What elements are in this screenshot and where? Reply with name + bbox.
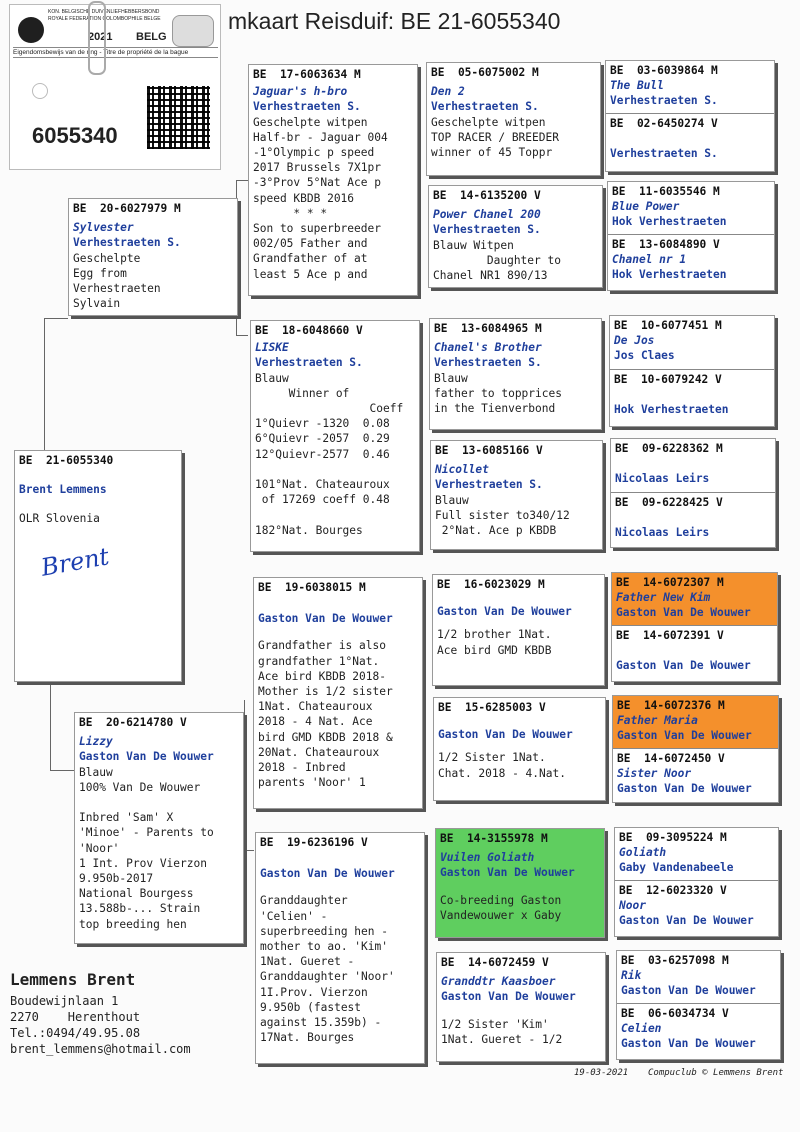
ring-header: BE 20-6027979 M bbox=[73, 202, 181, 215]
bird-text: 1/2 Sister 'Kim' 1Nat. Gueret - 1/2 bbox=[441, 1017, 563, 1046]
ring-header: BE 03-6039864 M bbox=[610, 64, 718, 77]
bird-text: 1/2 Sister 1Nat. Chat. 2018 - 4.Nat. bbox=[438, 751, 566, 780]
bird-text: Blauw Winner of Coeff 1°Quievr -1320 0.08 6°Quievr -2057 0.29 12°Quievr-2577 0.46 101°Nat. Chateauroux of 17269 coeff 0.48 182°Nat. Bourges bbox=[255, 371, 404, 537]
bird-owner: Jos Claes bbox=[614, 349, 675, 363]
bird-name: Sister Noor bbox=[617, 767, 692, 781]
ring-header: BE 17-6063634 M bbox=[253, 68, 361, 81]
pedigree-card-ffm[interactable] bbox=[428, 185, 603, 288]
bird-text: Blauw father to topprices in the Tienverbond bbox=[434, 371, 562, 416]
connector-line bbox=[244, 850, 254, 851]
bird-owner: Gaston Van De Wouwer bbox=[440, 866, 575, 880]
pedigree-card-bird[interactable] bbox=[14, 450, 182, 682]
ring-header: BE 12-6023320 V bbox=[619, 884, 727, 897]
pedigree-card-g4-2[interactable] bbox=[609, 315, 775, 427]
ring-header: BE 14-3155978 M bbox=[440, 832, 548, 845]
ring-header: BE 11-6035546 M bbox=[612, 185, 720, 198]
bird-name: Blue Power bbox=[612, 200, 680, 214]
federation-nl: KON. BELGISCHE DUIVENLIEFHEBBERSBOND bbox=[48, 9, 160, 15]
bird-name bbox=[610, 131, 770, 146]
pedigree-card-mf[interactable] bbox=[253, 577, 423, 809]
bird-text: Geschelpte witpen Half-br - Jaguar 004 -1°Olympic p speed 2017 Brussels 7X1pr -3°Prov 5°Nat Ace p speed KBDB 2016 * * * Son to superbreeder 002/05 Father and Grandfather of at least 5 Ace p and bbox=[253, 115, 388, 281]
ring-header: BE 19-6236196 V bbox=[260, 836, 368, 849]
pedigree-card-mff[interactable] bbox=[432, 574, 605, 686]
ring-header: BE 21-6055340 bbox=[19, 454, 114, 467]
bird-text: Co-breeding Gaston Vandewouwer x Gaby bbox=[440, 893, 562, 922]
bird-name: Father Maria bbox=[617, 714, 698, 728]
bird-owner: Gaston Van De Wouwer bbox=[621, 984, 756, 998]
pedigree-card-mfm[interactable] bbox=[433, 697, 606, 801]
connector-line bbox=[50, 770, 74, 771]
bird-text: Geschelpte Egg from Verhestraeten Sylvain bbox=[73, 251, 161, 311]
bird-owner: Brent Lemmens bbox=[19, 483, 107, 497]
pedigree-card-fff[interactable] bbox=[426, 62, 601, 176]
bird-owner: Nicolaas Leirs bbox=[615, 526, 710, 540]
bird-name: Lizzy bbox=[79, 735, 113, 749]
bird-name: Nicollet bbox=[435, 463, 489, 477]
bird-name: Celien bbox=[621, 1022, 662, 1036]
hole-icon bbox=[32, 83, 48, 99]
bird-owner: Verhestraeten S. bbox=[73, 236, 181, 250]
pedigree-card-ff[interactable] bbox=[248, 64, 418, 296]
bird-text: Grandfather is also grandfather 1°Nat. Ace bird KBDB 2018- Mother is 1/2 sister 1Nat. Chateauroux 2018 - 4 Nat. Ace bird GMD KBDB 2018 & 20Nat. Chateauroux 2018 - Inbred parents 'Noor' 1 bbox=[258, 639, 393, 790]
bird-owner: Gaston Van De Wouwer bbox=[617, 729, 752, 743]
pedigree-card-g4-7[interactable] bbox=[616, 950, 781, 1060]
bird-name: LISKE bbox=[255, 341, 289, 355]
bird-name bbox=[616, 643, 773, 658]
bird-name: Granddtr Kaasboer bbox=[441, 975, 556, 989]
bird-owner: Gaston Van De Wouwer bbox=[260, 867, 395, 881]
pedigree-card-g4-3[interactable] bbox=[610, 438, 776, 548]
bird-text: Blauw Witpen Daughter to Chanel NR1 890/13 bbox=[433, 238, 561, 283]
ring-header: BE 05-6075002 M bbox=[431, 66, 539, 79]
bird-owner: Gaston Van De Wouwer bbox=[619, 914, 754, 928]
connector-line bbox=[44, 318, 45, 451]
ring-header: BE 14-6072376 M bbox=[617, 699, 725, 712]
bird-name bbox=[615, 456, 771, 471]
bird-owner: Verhestraeten S. bbox=[610, 94, 718, 108]
ring-header: BE 16-6023029 M bbox=[437, 578, 545, 591]
connector-line bbox=[244, 700, 245, 850]
bird-name: Sylvester bbox=[73, 221, 134, 235]
pedigree-card-fmf[interactable] bbox=[429, 318, 602, 430]
bird-owner: Verhestraeten S. bbox=[434, 356, 542, 370]
ring-header: BE 14-6072391 V bbox=[616, 629, 724, 642]
ring-header: BE 13-6084965 M bbox=[434, 322, 542, 335]
bird-owner: Verhestraeten S. bbox=[433, 223, 541, 237]
bird-name: Rik bbox=[621, 969, 642, 983]
bird-text: Geschelpte witpen TOP RACER / BREEDER winner of 45 Toppr bbox=[431, 115, 559, 160]
pedigree-card-g4-5[interactable] bbox=[612, 695, 779, 803]
connector-line bbox=[236, 335, 248, 336]
pedigree-card-g4-0[interactable] bbox=[605, 60, 775, 172]
bird-text: Granddaughter 'Celien' - superbreeding hen - mother to ao. 'Kim' 1Nat. Gueret - Granddaughter 'Noor' 1I.Prov. Vierzon 9.950b (fastest against 15.359b) - 17Nat. Bourges bbox=[260, 894, 395, 1045]
signature-image: Brent bbox=[38, 542, 112, 582]
bird-owner: Gaston Van De Wouwer bbox=[258, 612, 393, 626]
owner-street: Boudewijnlaan 1 bbox=[10, 994, 119, 1008]
bird-owner: Hok Verhestraeten bbox=[614, 403, 729, 417]
owner-name: Lemmens Brent bbox=[10, 970, 136, 989]
bird-name: Chanel's Brother bbox=[434, 341, 542, 355]
bird-owner: Verhestraeten S. bbox=[610, 147, 718, 161]
ring-number: 6055340 bbox=[32, 123, 118, 148]
federation-fr: ROYALE FEDERATION COLOMBOPHILE BELGE bbox=[48, 16, 161, 22]
ring-header: BE 15-6285003 V bbox=[438, 701, 546, 714]
pedigree-card-g4-4[interactable] bbox=[611, 572, 778, 682]
bird-name: De Jos bbox=[614, 334, 655, 348]
bird-text: Blauw Full sister to340/12 2°Nat. Ace p KBDB bbox=[435, 493, 570, 538]
ring-header: BE 02-6450274 V bbox=[610, 117, 718, 130]
pedigree-card-mm[interactable] bbox=[255, 832, 425, 1064]
bird-owner: Gaston Van De Wouwer bbox=[616, 659, 751, 673]
connector-line bbox=[50, 680, 51, 770]
bird-text: 1/2 brother 1Nat. Ace bird GMD KBDB bbox=[437, 628, 552, 657]
pedigree-card-father[interactable] bbox=[68, 198, 238, 316]
bird-name: Jaguar's h-bro bbox=[253, 85, 348, 99]
ring-header: BE 09-3095224 M bbox=[619, 831, 727, 844]
bird-name: Den 2 bbox=[431, 85, 465, 99]
bird-name: Chanel nr 1 bbox=[612, 253, 687, 267]
bird-owner: Verhestraeten S. bbox=[431, 100, 539, 114]
tag-year: 2021 bbox=[88, 31, 113, 43]
page-title: mkaart Reisduif: BE 21-6055340 bbox=[228, 8, 561, 34]
ring-header: BE 06-6034734 V bbox=[621, 1007, 729, 1020]
pedigree-card-mmf[interactable] bbox=[435, 828, 605, 938]
ring-header: BE 03-6257098 M bbox=[621, 954, 729, 967]
bird-owner: Gaston Van De Wouwer bbox=[437, 605, 572, 619]
pedigree-card-mother[interactable] bbox=[74, 712, 244, 944]
ring-header: BE 10-6079242 V bbox=[614, 373, 722, 386]
ring-header: BE 13-6084890 V bbox=[612, 238, 720, 251]
bird-owner: Verhestraeten S. bbox=[253, 100, 361, 114]
footer-date: 19-03-2021 bbox=[574, 1068, 629, 1078]
pedigree-card-mmm[interactable] bbox=[436, 952, 606, 1062]
bird-name: Vuilen Goliath bbox=[440, 851, 535, 865]
pigeon-logo-icon bbox=[172, 15, 214, 47]
bird-owner: Gaston Van De Wouwer bbox=[79, 750, 214, 764]
bird-name bbox=[614, 387, 770, 402]
bird-name: Noor bbox=[619, 899, 646, 913]
bird-owner: Gaston Van De Wouwer bbox=[621, 1037, 756, 1051]
paper-clip-icon bbox=[88, 1, 106, 75]
owner-email[interactable]: brent_lemmens@hotmail.com bbox=[10, 1042, 191, 1056]
owner-phone: Tel.:0494/49.95.08 bbox=[10, 1026, 141, 1040]
bird-owner: Nicolaas Leirs bbox=[615, 472, 710, 486]
ring-header: BE 13-6085166 V bbox=[435, 444, 543, 457]
ring-header: BE 14-6072307 M bbox=[616, 576, 724, 589]
bird-owner: Gaby Vandenabeele bbox=[619, 861, 734, 875]
ring-header: BE 20-6214780 V bbox=[79, 716, 187, 729]
ring-tag bbox=[9, 4, 221, 170]
ring-header: BE 14-6135200 V bbox=[433, 189, 541, 202]
pedigree-card-fm[interactable] bbox=[250, 320, 420, 552]
connector-line bbox=[236, 180, 248, 181]
bird-name: Father New Kim bbox=[616, 591, 711, 605]
connector-line bbox=[44, 318, 68, 319]
ring-header: BE 14-6072459 V bbox=[441, 956, 549, 969]
bird-text: Blauw 100% Van De Wouwer Inbred 'Sam' X 'Minoe' - Parents to 'Noor' 1 Int. Prov Vierzon 9.950b-2017 National Bourgess 13.588b-... Strain top breeding hen bbox=[79, 765, 214, 931]
owner-city: 2270 Herenthout bbox=[10, 1010, 141, 1024]
bird-owner: Gaston Van De Wouwer bbox=[616, 606, 751, 620]
bird-text: OLR Slovenia bbox=[19, 512, 100, 526]
bird-owner: Verhestraeten S. bbox=[255, 356, 363, 370]
bird-owner: Hok Verhestraeten bbox=[612, 268, 727, 282]
bird-owner: Gaston Van De Wouwer bbox=[617, 782, 752, 796]
ring-header: BE 19-6038015 M bbox=[258, 581, 366, 594]
bird-owner: Gaston Van De Wouwer bbox=[441, 990, 576, 1004]
ring-header: BE 09-6228425 V bbox=[615, 496, 723, 509]
pedigree-card-g4-6[interactable] bbox=[614, 827, 779, 937]
pedigree-card-g4-1[interactable] bbox=[607, 181, 775, 291]
bird-name: The Bull bbox=[610, 79, 664, 93]
bird-name bbox=[615, 510, 771, 525]
tag-country: BELG bbox=[136, 31, 167, 43]
tag-caption: Eigendomsbewijs van de ring - Titre de propriété de la bague bbox=[13, 47, 218, 58]
footer-credit: Compuclub © Lemmens Brent bbox=[648, 1068, 784, 1078]
ring-header: BE 18-6048660 V bbox=[255, 324, 363, 337]
ring-header: BE 14-6072450 V bbox=[617, 752, 725, 765]
bird-owner: Verhestraeten S. bbox=[435, 478, 543, 492]
qr-code-icon bbox=[147, 86, 210, 149]
federation-logo-icon bbox=[18, 17, 44, 43]
bird-owner: Gaston Van De Wouwer bbox=[438, 728, 573, 742]
ring-header: BE 10-6077451 M bbox=[614, 319, 722, 332]
pedigree-card-fmm[interactable] bbox=[430, 440, 603, 550]
bird-name: Power Chanel 200 bbox=[433, 208, 541, 222]
bird-owner: Hok Verhestraeten bbox=[612, 215, 727, 229]
bird-name: Goliath bbox=[619, 846, 667, 860]
ring-header: BE 09-6228362 M bbox=[615, 442, 723, 455]
